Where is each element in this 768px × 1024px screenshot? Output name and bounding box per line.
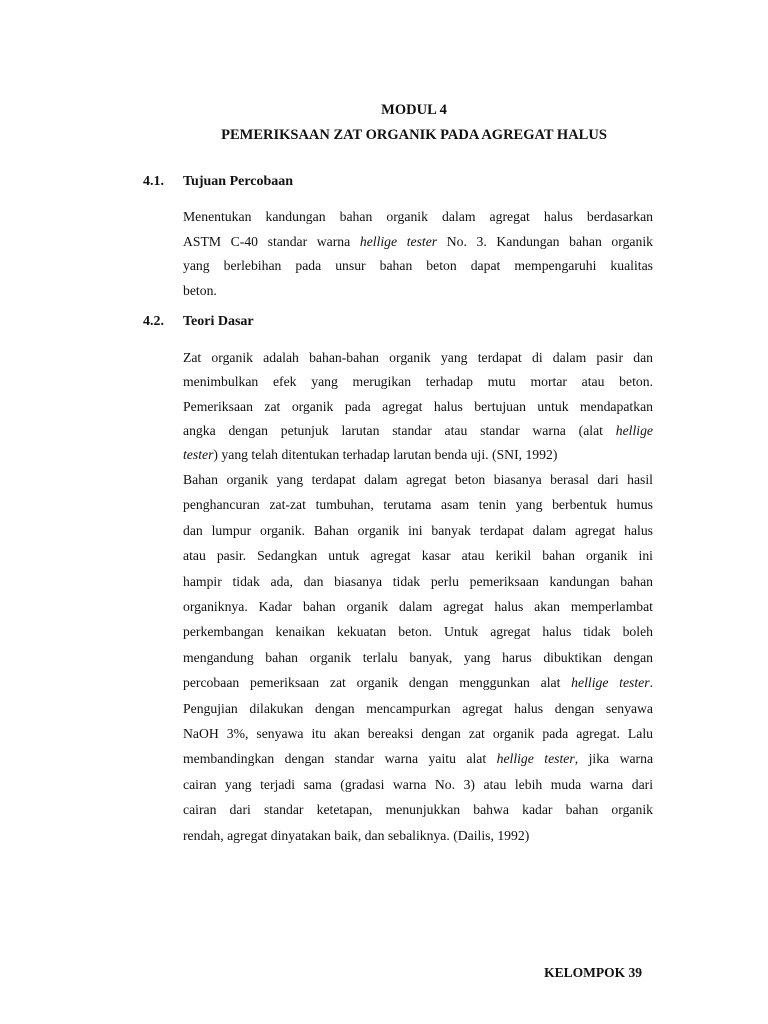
text-run: . xyxy=(649,675,654,691)
text-run: ) yang telah ditentukan terhadap larutan benda uji. (SNI, 1992) xyxy=(213,447,558,463)
paragraph-teori-1 xyxy=(183,346,653,467)
text-line: rendah, agregat dinyatakan baik, dan sebaliknya. (Dailis, 1992) xyxy=(183,827,530,843)
text-line: Menentukan kandungan bahan organik dalam agregat halus berdasarkan xyxy=(183,209,653,224)
text-line xyxy=(183,230,653,255)
section-title: Tujuan Percobaan xyxy=(183,174,294,189)
text-line: dan lumpur organik. Bahan organik ini banyak terdapat dalam agregat halus xyxy=(183,522,653,538)
footer-group-label: KELOMPOK 39 xyxy=(544,965,642,980)
text-line: mengandung bahan organik terlalu banyak, yang harus dibuktikan dengan xyxy=(183,649,653,665)
text-line: NaOH 3%, senyawa itu akan bereaksi dengan zat organik pada agregat. Lalu xyxy=(183,726,653,742)
text-run: No. 3. Kandungan bahan organik xyxy=(437,233,654,249)
section-heading-4-2 xyxy=(143,314,254,330)
text-line: Pengujian dilakukan dengan mencampurkan agregat halus dengan senyawa xyxy=(183,700,653,716)
section-title: Teori Dasar xyxy=(183,314,254,329)
text-run: , jika warna xyxy=(574,751,654,767)
text-line: yang berlebihan pada unsur bahan beton dapat mempengaruhi kualitas xyxy=(183,258,653,274)
italic-term: hellige tester xyxy=(496,751,575,767)
text-run: percobaan pemeriksaan zat organik dengan menggunkan alat xyxy=(183,675,572,691)
section-heading-4-1 xyxy=(143,174,293,190)
module-number: MODUL 4 xyxy=(381,102,447,118)
section-number: 4.2. xyxy=(143,314,164,329)
text-line: perkembangan kenaikan kekuatan beton. Untuk agregat halus tidak boleh xyxy=(183,624,653,640)
text-line: cairan dari standar ketetapan, menunjukkan bahwa kadar bahan organik xyxy=(183,802,653,818)
text-line: hampir tidak ada, dan biasanya tidak perlu pemeriksaan kandungan bahan xyxy=(183,573,653,589)
page-title: PEMERIKSAAN ZAT ORGANIK PADA AGREGAT HALUS xyxy=(221,127,607,143)
text-line: menimbulkan efek yang merugikan terhadap mutu mortar atau beton. xyxy=(183,374,653,390)
text-line xyxy=(183,746,653,771)
text-line: organiknya. Kadar bahan organik dalam agregat halus akan memperlambat xyxy=(183,599,653,615)
text-line xyxy=(183,419,653,443)
paragraph-tujuan xyxy=(183,205,653,304)
paragraph-teori-2 xyxy=(183,467,653,848)
text-line: atau pasir. Sedangkan untuk agregat kasar atau kerikil bahan organik ini xyxy=(183,548,653,564)
text-line: cairan yang terjadi sama (gradasi warna No. 3) atau lebih muda warna dari xyxy=(183,776,653,792)
section-number: 4.1. xyxy=(143,174,164,189)
text-run: membandingkan dengan standar warna yaitu alat xyxy=(183,751,497,767)
text-line: Pemeriksaan zat organik pada agregat halus bertujuan untuk mendapatkan xyxy=(183,398,653,414)
text-line: penghancuran zat-zat tumbuhan, terutama asam tenin yang berbentuk humus xyxy=(183,497,653,513)
text-line: beton. xyxy=(183,283,217,299)
text-run: ASTM C-40 standar warna xyxy=(183,233,360,249)
text-line xyxy=(183,443,653,467)
text-run: angka dengan petunjuk larutan standar atau standar warna (alat xyxy=(183,422,616,438)
italic-term: tester xyxy=(183,447,214,463)
text-line: Zat organik adalah bahan-bahan organik yang terdapat di dalam pasir dan xyxy=(183,350,653,365)
italic-term: hellige tester xyxy=(359,233,438,249)
text-line xyxy=(183,670,653,695)
italic-term: hellige tester xyxy=(571,675,650,691)
text-line: Bahan organik yang terdapat dalam agregat beton biasanya berasal dari hasil xyxy=(183,472,653,487)
italic-term: hellige xyxy=(615,422,653,438)
